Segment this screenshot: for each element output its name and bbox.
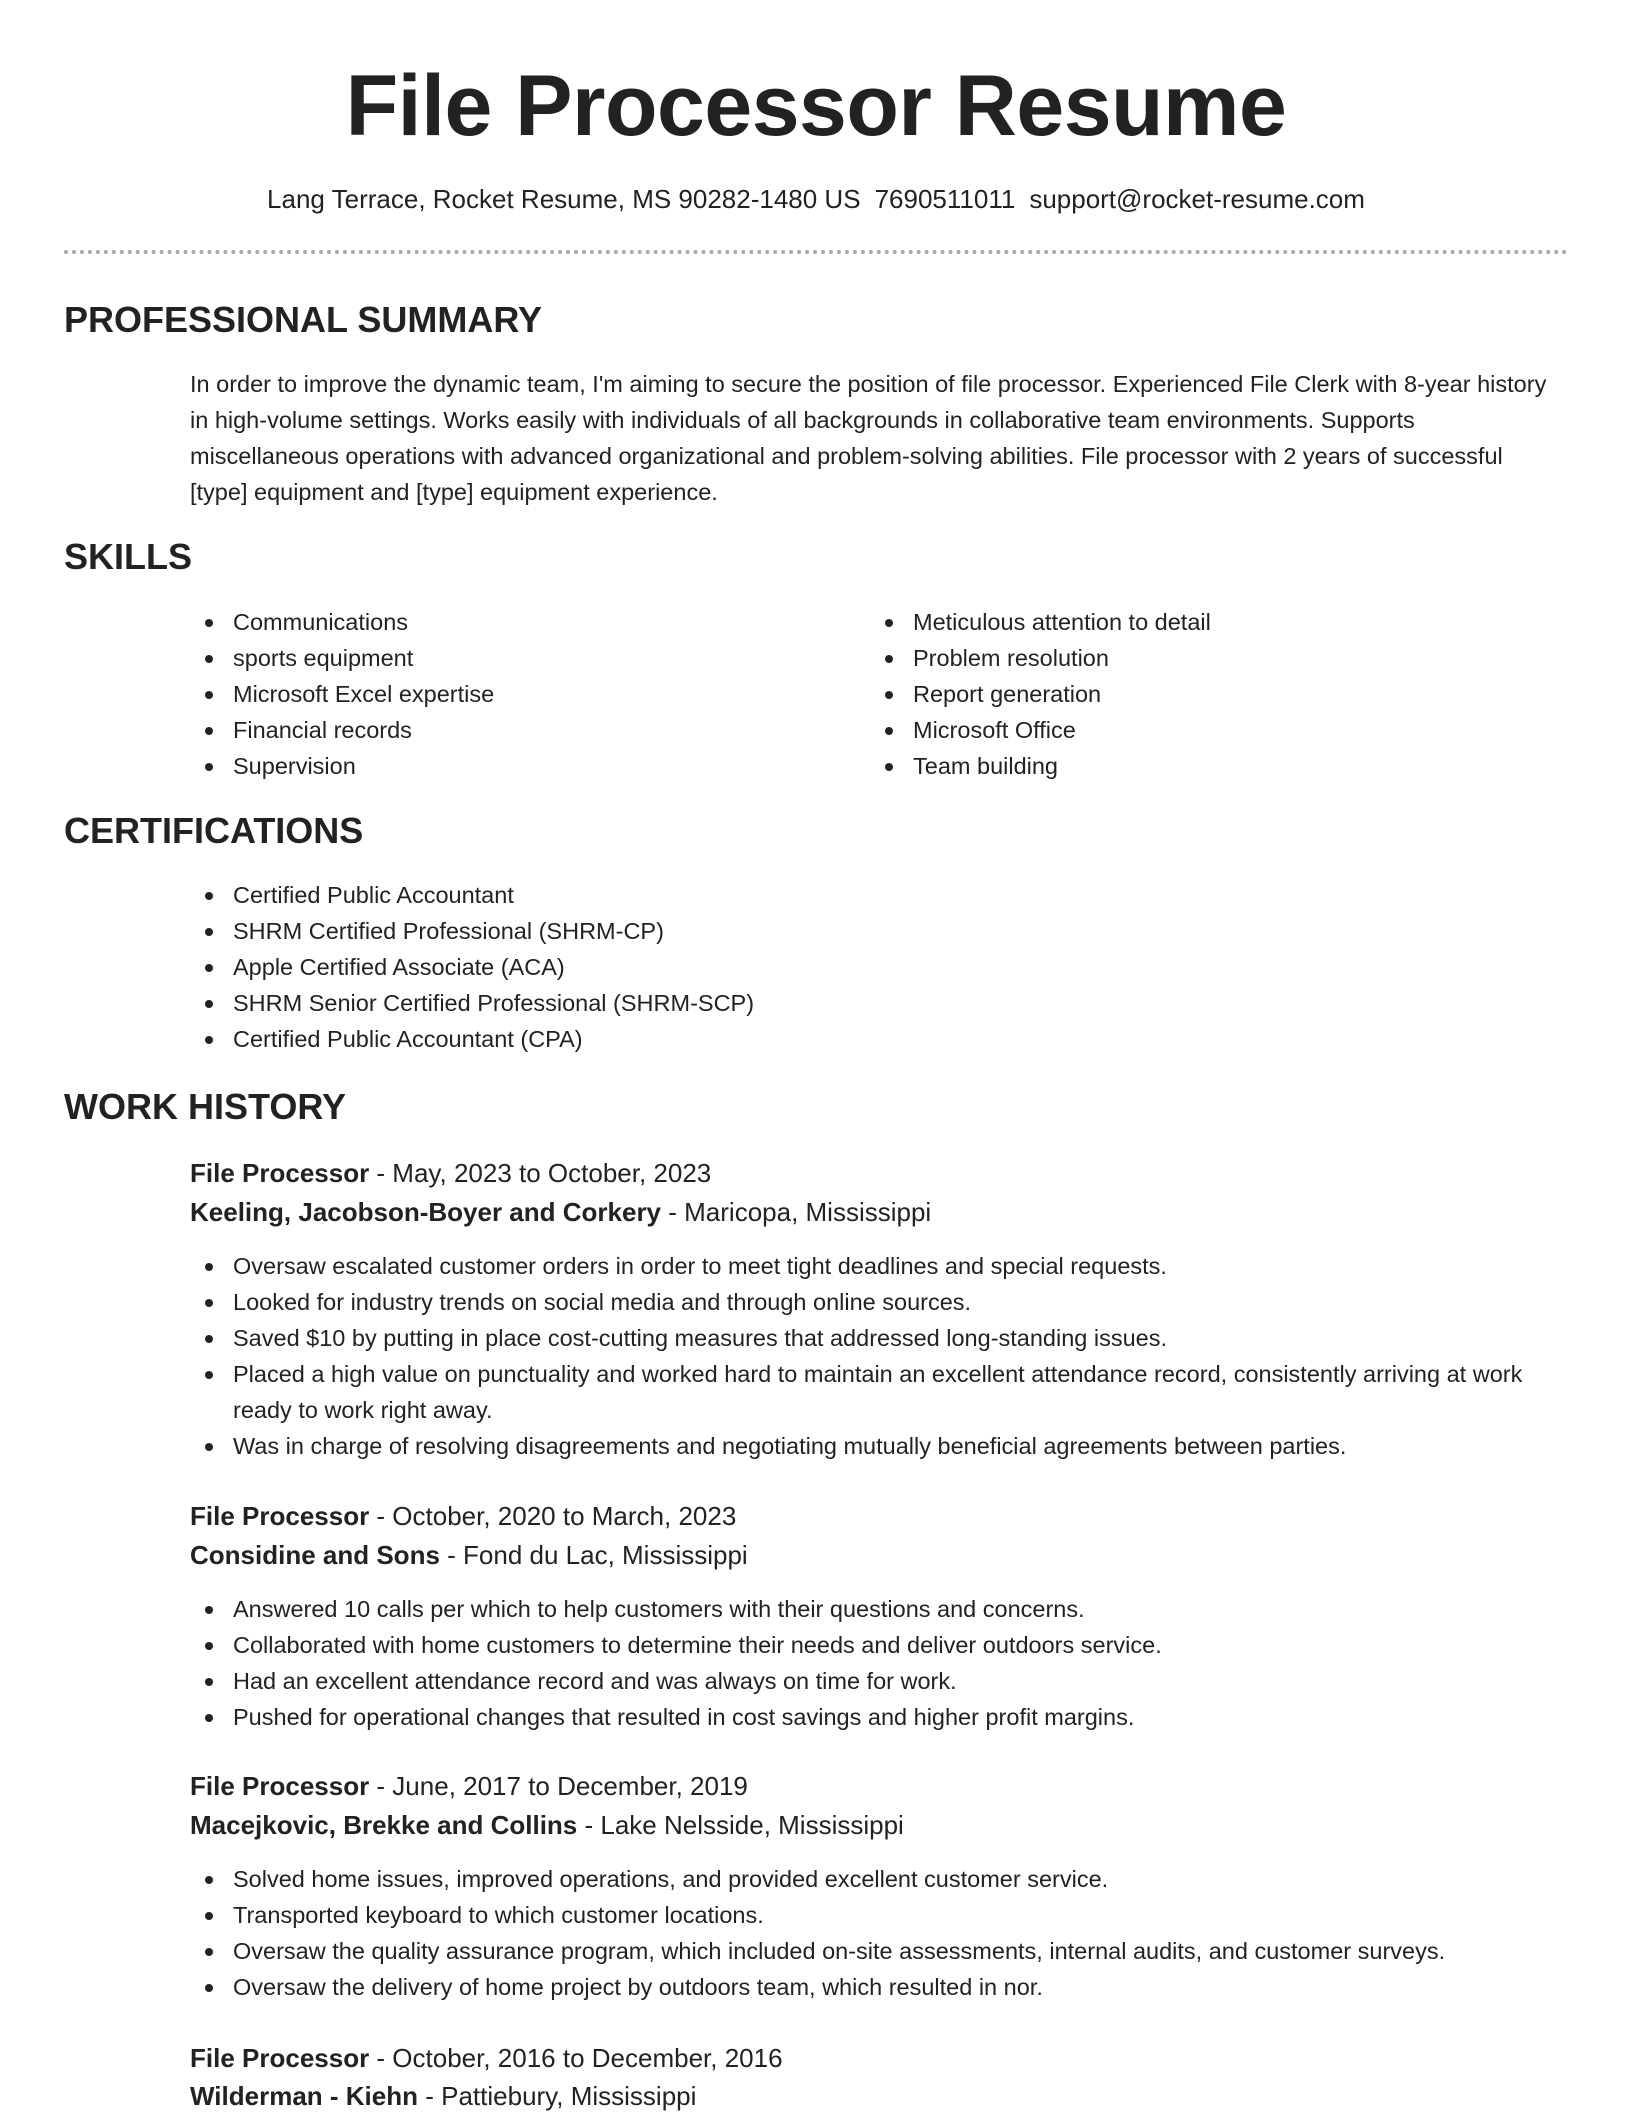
job-company-line — [190, 1537, 748, 1573]
job-company: Considine and Sons — [190, 1540, 440, 1570]
job-dates: - October, 2020 to March, 2023 — [369, 1501, 737, 1531]
job-title-line — [190, 1155, 711, 1191]
job-location: - Lake Nelsside, Mississippi — [577, 1810, 904, 1840]
contact-address: Lang Terrace, Rocket Resume, MS 90282-1480 US — [267, 184, 861, 214]
certifications-list — [190, 877, 1550, 1057]
skill-item: Problem resolution — [870, 640, 1550, 676]
certification-item: SHRM Senior Certified Professional (SHRM-SCP) — [190, 985, 1550, 1021]
contact-email: support@rocket-resume.com — [1029, 184, 1365, 214]
skill-item: Financial records — [190, 712, 830, 748]
job-bullet: Pushed for operational changes that resulted in cost savings and higher profit margins. — [190, 1699, 1560, 1735]
contact-line — [0, 182, 1632, 216]
job-company: Keeling, Jacobson-Boyer and Corkery — [190, 1197, 662, 1227]
job-company: Wilderman - Kiehn — [190, 2081, 419, 2111]
job-role: File Processor — [190, 1501, 370, 1531]
job-bullet: Had an excellent attendance record and was always on time for work. — [190, 1663, 1560, 1699]
job-bullets — [190, 1591, 1560, 1735]
job-bullet: Transported keyboard to which customer locations. — [190, 1897, 1560, 1933]
job-company-line — [190, 1194, 931, 1230]
job-bullet: Collaborated with home customers to determine their needs and deliver outdoors service. — [190, 1627, 1560, 1663]
skill-item: Supervision — [190, 748, 830, 784]
job-role: File Processor — [190, 2043, 370, 2073]
skill-item: Report generation — [870, 676, 1550, 712]
job-bullet: Solved home issues, improved operations, and provided excellent customer service. — [190, 1861, 1560, 1897]
job-title-line — [190, 2040, 783, 2076]
skill-item: Team building — [870, 748, 1550, 784]
skill-item: Microsoft Office — [870, 712, 1550, 748]
work-history-heading: WORK HISTORY — [64, 1086, 347, 1127]
job-dates: - May, 2023 to October, 2023 — [369, 1158, 712, 1188]
job-title-line — [190, 1498, 736, 1534]
certification-item: Apple Certified Associate (ACA) — [190, 949, 1550, 985]
job-title-line — [190, 1768, 748, 1804]
certification-item: Certified Public Accountant — [190, 877, 1550, 913]
job-role: File Processor — [190, 1771, 370, 1801]
certification-item: SHRM Certified Professional (SHRM-CP) — [190, 913, 1550, 949]
job-dates: - October, 2016 to December, 2016 — [369, 2043, 783, 2073]
contact-phone: 7690511011 — [874, 184, 1016, 214]
job-bullet: Saved $10 by putting in place cost-cutting measures that addressed long-standing issues. — [190, 1320, 1560, 1356]
job-bullet: Was in charge of resolving disagreements and negotiating mutually beneficial agreements between parties. — [190, 1428, 1560, 1464]
job-bullets — [190, 1248, 1560, 1464]
job-bullet: Placed a high value on punctuality and worked hard to maintain an excellent attendance record, consistently arriving at work ready to work right away. — [190, 1356, 1560, 1428]
skills-list-left — [190, 604, 830, 784]
skill-item: sports equipment — [190, 640, 830, 676]
skills-list-right — [870, 604, 1550, 784]
job-dates: - June, 2017 to December, 2019 — [369, 1771, 748, 1801]
job-company: Macejkovic, Brekke and Collins — [190, 1810, 578, 1840]
job-bullet: Looked for industry trends on social media and through online sources. — [190, 1284, 1560, 1320]
summary-heading: PROFESSIONAL SUMMARY — [64, 299, 543, 340]
resume-title: File Processor Resume — [345, 58, 1287, 154]
summary-text: In order to improve the dynamic team, I'm aiming to secure the position of file processor. Experienced File Clerk with 8-year history in high-volume settings. Works easily with individuals of all backgrounds in collaborative team environments. Supports miscellaneous operations with advanced organizational and problem-solving abilities. File processor with 2 years of successful [type] equipment and [type] equipment experience. — [190, 371, 1547, 505]
job-role: File Processor — [190, 1158, 370, 1188]
certification-item: Certified Public Accountant (CPA) — [190, 1021, 1550, 1057]
job-bullet: Answered 10 calls per which to help customers with their questions and concerns. — [190, 1591, 1560, 1627]
skill-item: Microsoft Excel expertise — [190, 676, 830, 712]
job-location: - Maricopa, Mississippi — [661, 1197, 932, 1227]
job-bullet: Oversaw the delivery of home project by outdoors team, which resulted in nor. — [190, 1969, 1560, 2005]
job-location: - Fond du Lac, Mississippi — [439, 1540, 748, 1570]
skill-item: Communications — [190, 604, 830, 640]
skills-heading: SKILLS — [64, 536, 193, 577]
job-company-line — [190, 2078, 696, 2112]
job-bullet: Oversaw escalated customer orders in order to meet tight deadlines and special requests. — [190, 1248, 1560, 1284]
job-company-line — [190, 1807, 904, 1843]
job-bullets — [190, 1861, 1560, 2005]
job-location: - Pattiebury, Mississippi — [418, 2081, 697, 2111]
skill-item: Meticulous attention to detail — [870, 604, 1550, 640]
header-divider — [64, 250, 1568, 254]
job-bullet: Oversaw the quality assurance program, which included on-site assessments, internal audits, and customer surveys. — [190, 1933, 1560, 1969]
certifications-heading: CERTIFICATIONS — [64, 810, 364, 851]
